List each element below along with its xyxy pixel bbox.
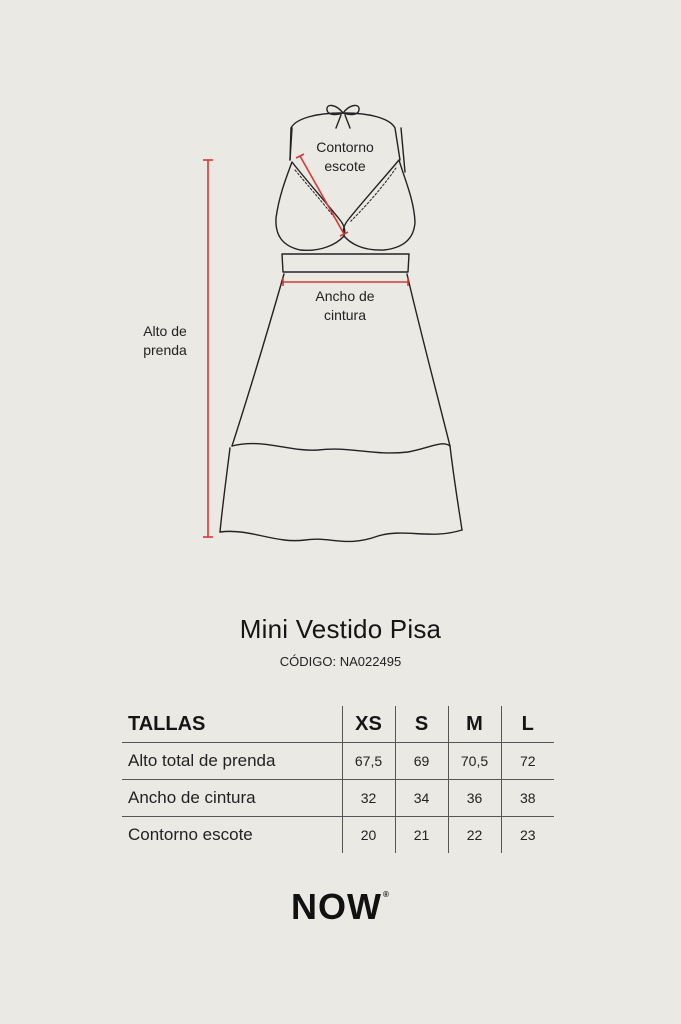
registered-mark: ® [383, 890, 390, 899]
label-escote-line1: Contorno [316, 139, 374, 155]
cell-value: 70,5 [448, 743, 501, 780]
cell-value: 34 [395, 780, 448, 817]
measurement-lines [203, 154, 408, 537]
header-xs: XS [342, 706, 395, 743]
cell-value: 21 [395, 817, 448, 854]
row-label: Alto total de prenda [122, 743, 342, 780]
cell-value: 38 [501, 780, 554, 817]
label-alto-line2: prenda [143, 342, 187, 358]
label-alto-prenda [120, 322, 210, 360]
label-alto-line1: Alto de [143, 323, 187, 339]
cell-value: 69 [395, 743, 448, 780]
cell-value: 22 [448, 817, 501, 854]
cell-value: 72 [501, 743, 554, 780]
skirt-upper [232, 274, 284, 446]
label-ancho-cintura [300, 287, 390, 325]
cell-value: 23 [501, 817, 554, 854]
product-code: CÓDIGO: NA022495 [279, 654, 402, 669]
header-l: L [501, 706, 554, 743]
cell-value: 20 [342, 817, 395, 854]
header-s: S [395, 706, 448, 743]
label-cintura-line2: cintura [323, 307, 367, 323]
label-cintura-line1: Ancho de [315, 288, 375, 304]
cell-value: 32 [342, 780, 395, 817]
label-escote-line2: escote [324, 158, 366, 174]
row-label: Ancho de cintura [122, 780, 342, 817]
header-m: M [448, 706, 501, 743]
table-row [122, 780, 554, 817]
skirt-lower [220, 448, 230, 532]
cell-value: 36 [448, 780, 501, 817]
brand-name: NOW [291, 886, 383, 927]
product-title: Mini Vestido Pisa [239, 614, 442, 644]
ruffle-line [232, 444, 450, 453]
cell-value: 67,5 [342, 743, 395, 780]
row-label: Contorno escote [122, 817, 342, 854]
size-table [122, 706, 554, 853]
brand-logo [0, 886, 681, 928]
table-row [122, 743, 554, 780]
header-tallas: TALLAS [128, 712, 206, 735]
waistband [282, 254, 409, 272]
size-table-header [122, 706, 554, 743]
bow-icon [327, 105, 359, 128]
hem [220, 530, 462, 541]
label-contorno-escote [300, 138, 390, 176]
table-row [122, 817, 554, 854]
